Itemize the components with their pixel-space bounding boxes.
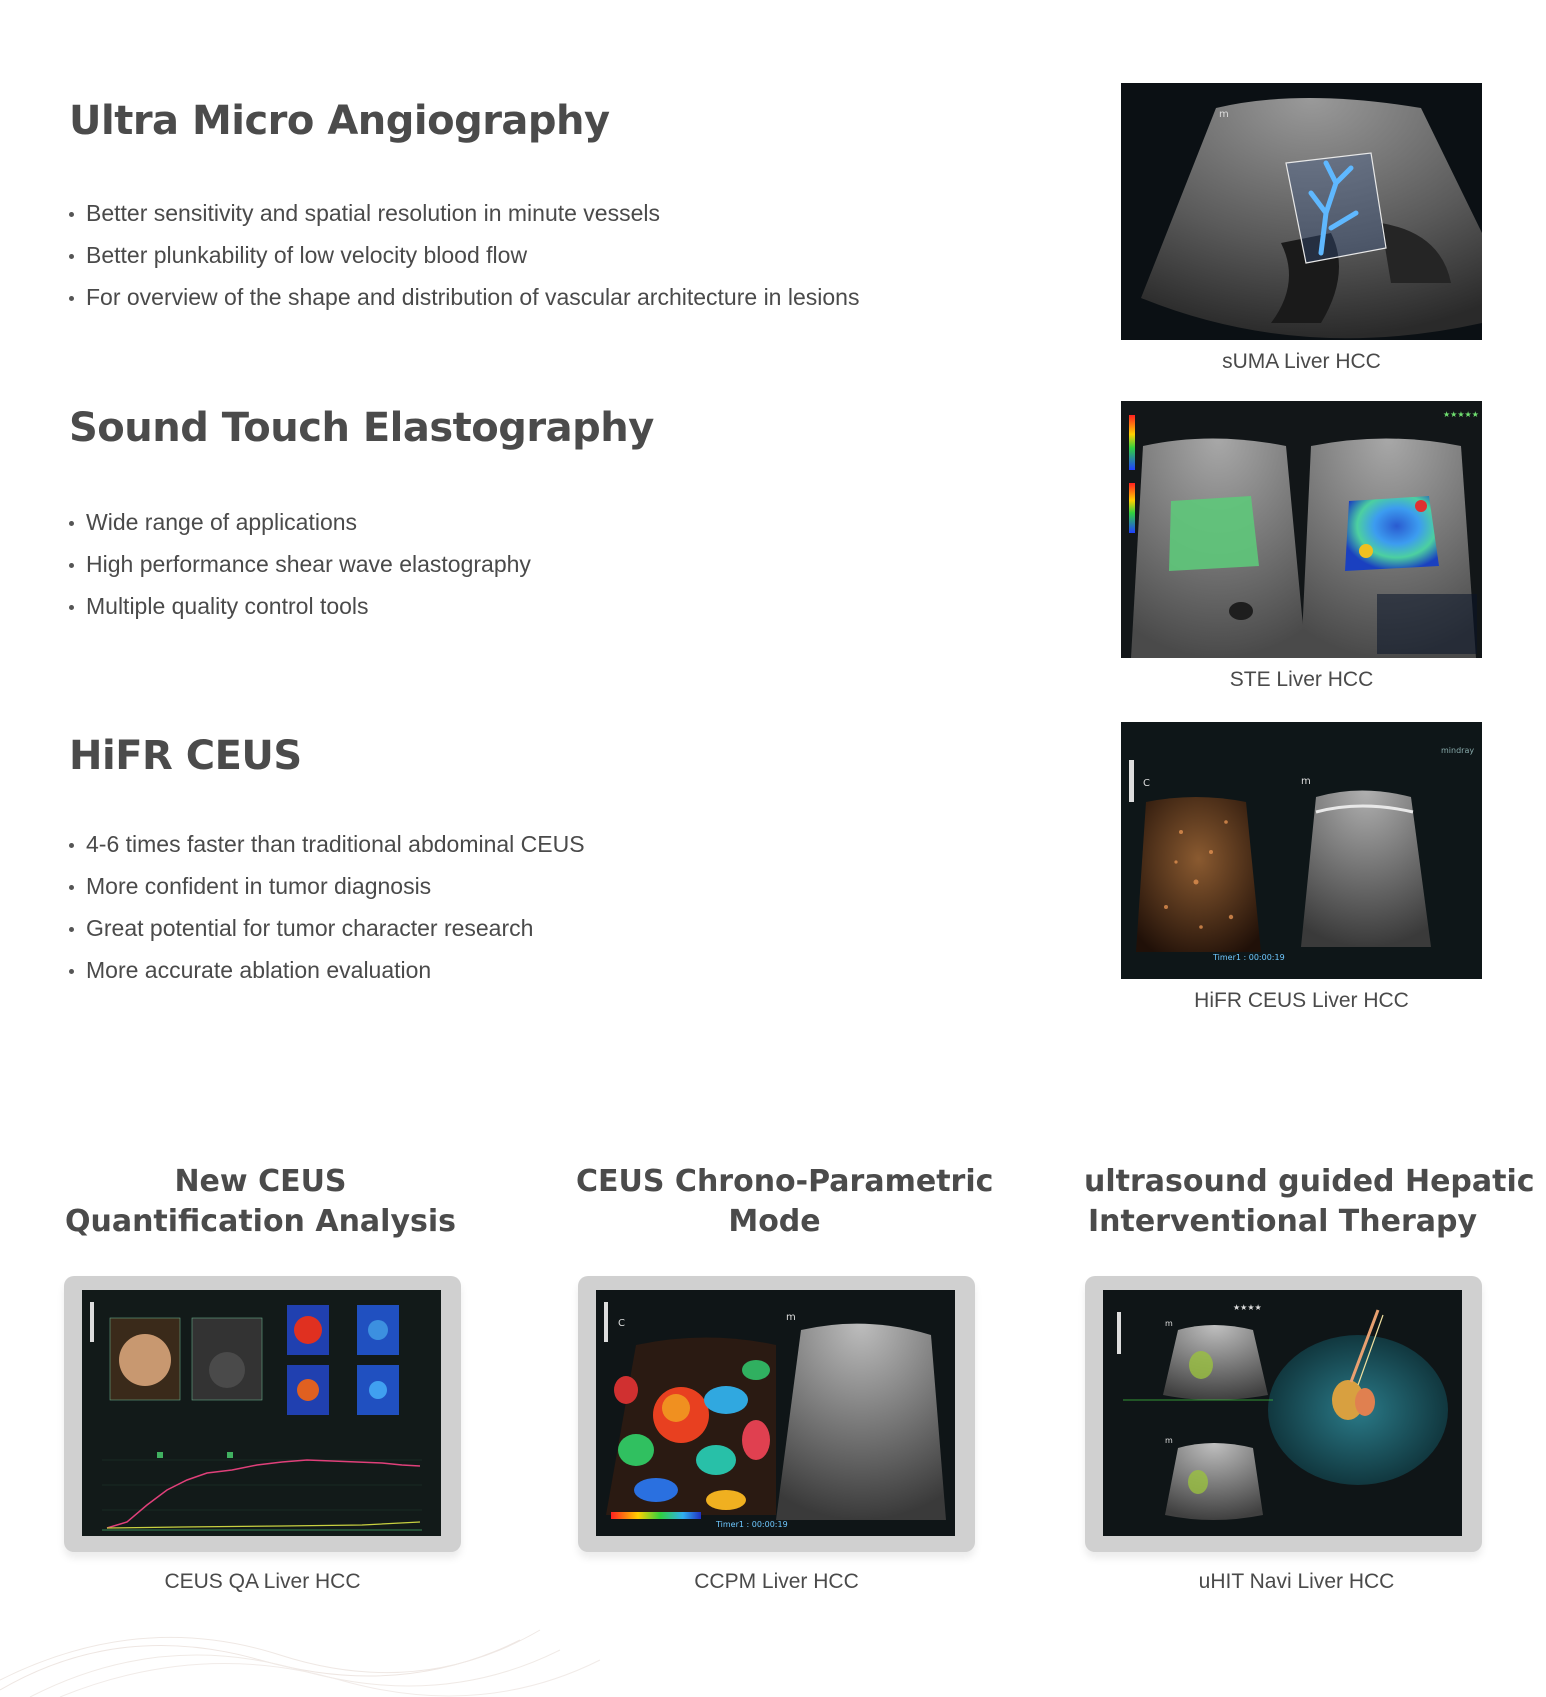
svg-text:m: m bbox=[786, 1312, 796, 1323]
figure-caption: uHIT Navi Liver HCC bbox=[1198, 1570, 1395, 1593]
bullet-item: Great potential for tumor character research bbox=[69, 907, 585, 949]
bullet-item: Multiple quality control tools bbox=[69, 585, 654, 627]
bullet-list bbox=[69, 501, 654, 627]
ultrasound-image bbox=[1121, 401, 1482, 658]
figure-suma bbox=[1121, 83, 1482, 374]
ultrasound-image bbox=[596, 1290, 955, 1536]
svg-text:C: C bbox=[618, 1318, 625, 1329]
feature-title-ceus-qa: New CEUS Quantification Analysis bbox=[64, 1164, 457, 1239]
timer-label: Timer1 : 00:00:19 bbox=[716, 1520, 788, 1529]
svg-text:★★★★★: ★★★★★ bbox=[1443, 410, 1479, 419]
decorative-waves bbox=[0, 1600, 700, 1697]
ultrasound-image bbox=[1121, 83, 1482, 340]
bullet-list bbox=[69, 192, 859, 318]
svg-text:m: m bbox=[1301, 776, 1311, 787]
svg-text:★★★★: ★★★★ bbox=[1233, 1303, 1262, 1312]
section-title: Ultra Micro Angiography bbox=[69, 98, 610, 144]
ultrasound-image bbox=[1103, 1290, 1462, 1536]
bullet-list bbox=[69, 823, 585, 991]
section-ultra-micro-angiography bbox=[69, 98, 859, 318]
feature-title-ccpm: CEUS Chrono-Parametric Mode bbox=[576, 1164, 994, 1239]
section-sound-touch-elastography bbox=[69, 405, 654, 627]
bullet-item: High performance shear wave elastography bbox=[69, 543, 654, 585]
timer-label: Timer1 : 00:00:19 bbox=[1213, 953, 1285, 962]
bullet-item: 4-6 times faster than traditional abdominal CEUS bbox=[69, 823, 585, 865]
figure-hifr-ceus bbox=[1121, 722, 1482, 1013]
bullet-item: Wide range of applications bbox=[69, 501, 654, 543]
bullet-item: Better plunkability of low velocity blood flow bbox=[69, 234, 859, 276]
bullet-item: More accurate ablation evaluation bbox=[69, 949, 585, 991]
figure-caption: STE Liver HCC bbox=[1229, 668, 1374, 691]
figure-ste bbox=[1121, 401, 1482, 692]
ultrasound-image bbox=[82, 1290, 441, 1536]
figure-caption: CCPM Liver HCC bbox=[694, 1570, 859, 1593]
section-title: HiFR CEUS bbox=[69, 733, 302, 779]
monitor-uhit bbox=[1085, 1276, 1482, 1552]
ultrasound-image bbox=[1121, 722, 1482, 979]
section-title: Sound Touch Elastography bbox=[69, 405, 654, 451]
monitor-ccpm bbox=[578, 1276, 975, 1552]
svg-text:m: m bbox=[1219, 109, 1229, 120]
bullet-item: For overview of the shape and distribution of vascular architecture in lesions bbox=[69, 276, 859, 318]
svg-text:C: C bbox=[1143, 778, 1150, 789]
monitor-ceus-qa bbox=[64, 1276, 461, 1552]
bullet-item: More confident in tumor diagnosis bbox=[69, 865, 585, 907]
figure-caption: CEUS QA Liver HCC bbox=[164, 1570, 361, 1593]
feature-title-uhit: ultrasound guided Hepatic Interventional Therapy bbox=[1084, 1164, 1535, 1239]
section-hifr-ceus bbox=[69, 733, 585, 991]
figure-caption: sUMA Liver HCC bbox=[1222, 350, 1381, 373]
svg-text:m: m bbox=[1165, 1319, 1173, 1328]
svg-text:m: m bbox=[1165, 1436, 1173, 1445]
figure-caption: HiFR CEUS Liver HCC bbox=[1194, 989, 1409, 1012]
bullet-item: Better sensitivity and spatial resolution in minute vessels bbox=[69, 192, 859, 234]
brand-logo: mindray bbox=[1441, 746, 1475, 755]
